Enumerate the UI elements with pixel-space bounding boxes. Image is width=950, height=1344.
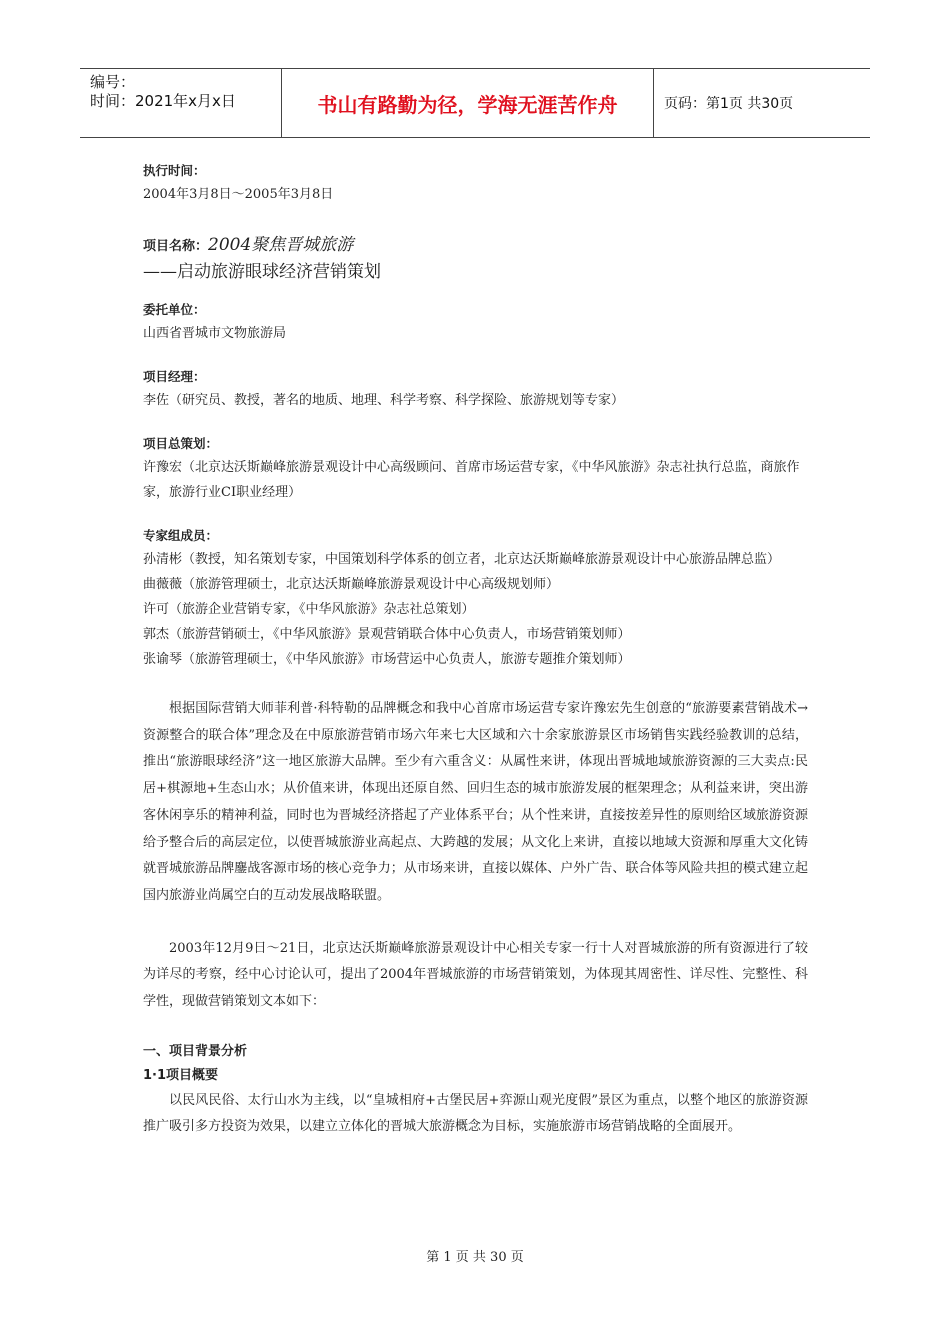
expert-member: 张谕琴（旅游管理硕士，《中华风旅游》市场营运中心负责人，旅游专题推介策划师） — [143, 652, 631, 667]
client-label: 委托单位： — [143, 302, 206, 317]
project-label: 项目名称： — [143, 239, 209, 254]
project-name: 2004聚焦晋城旅游 — [208, 235, 354, 255]
header-page-code: 页码：第1页 共30页 — [664, 96, 794, 112]
time-label: 时间：2021年x月x日 — [90, 92, 236, 110]
expert-member: 曲薇薇（旅游管理硕士，北京达沃斯巅峰旅游景观设计中心高级规划师） — [143, 577, 560, 592]
manager-value: 李佐（研究员、教授，著名的地质、地理、科学考察、科学探险、旅游规划等专家） — [143, 393, 625, 408]
exec-time-value: 2004年3月8日～2005年3月8日 — [143, 187, 334, 202]
header-motto: 书山有路勤为径，学海无涯苦作舟 — [282, 69, 654, 137]
project-title-line — [143, 233, 808, 259]
section-subheading: 1·1项目概要 — [143, 1067, 219, 1083]
client-value: 山西省晋城市文物旅游局 — [143, 326, 287, 341]
page-footer: 第 1 页 共 30 页 — [426, 1250, 524, 1265]
expert-member: 郭杰（旅游营销硕士，《中华风旅游》景观营销联合体中心负责人，市场营销策划师） — [143, 627, 631, 642]
page-header — [80, 68, 870, 138]
intro-paragraph-block — [143, 696, 808, 910]
document-body — [143, 160, 808, 1141]
project-block — [143, 233, 808, 285]
expert-member: 孙清彬（教授，知名策划专家，中国策划科学体系的创立者，北京达沃斯巅峰旅游景观设计中心旅游品牌总监） — [143, 552, 781, 567]
project-subtitle: ——启动旅游眼球经济营销策划 — [143, 262, 381, 282]
survey-paragraph: 2003年12月9日～21日，北京达沃斯巅峰旅游景观设计中心相关专家一行十人对晋城旅游的所有资源进行了较为详尽的考察，经中心讨论认可，提出了2004年晋城旅游的市场营销策划，为体现其周密性、详尽性、完整性、科学性，现做营销策划文本如下： — [143, 940, 808, 1010]
experts-label: 专家组成员： — [143, 528, 219, 543]
intro-paragraph: 根据国际营销大师菲利普·科特勒的品牌概念和我中心首席市场运营专家许豫宏先生创意的“旅游要素营销战术→资源整合的联合体”理念及在中原旅游营销市场六年来七大区域和六十余家旅游景区市场销售实践经验教训的总结，推出“旅游眼球经济”这一地区旅游大品牌。至少有六重含义：从属性来讲，体现出晋城地域旅游资源的三大卖点:民居+棋源地+生态山水；从价值来讲，体现出还原自然、回归生态的城市旅游发展的框架理念；从利益来讲，突出游客休闲享乐的精神利益，同时也为晋城经济搭起了产业体系平台；从个性来讲，直接按差异性的原则给区域旅游资源给予整合后的高层定位，以使晋城旅游业高起点、大跨越的发展；从文化上来讲，直接以地域大资源和厚重大文化铸就晋城旅游品牌鏖战客源市场的核心竞争力；从市场来讲，直接以媒体、户外广告、联合体等风险共担的模式建立起国内旅游业尚属空白的互动发展战略联盟。 — [143, 701, 808, 903]
section-background — [143, 1040, 808, 1141]
client-block — [143, 299, 808, 346]
header-meta — [80, 69, 282, 137]
planner-value: 许豫宏（北京达沃斯巅峰旅游景观设计中心高级顾问、首席市场运营专家，《中华风旅游》杂志社执行总监，商旅作家，旅游行业CI职业经理） — [143, 460, 800, 500]
section-heading: 一、项目背景分析 — [143, 1043, 248, 1059]
section-text: 以民风民俗、太行山水为主线，以“皇城相府+古堡民居+弈源山观光度假”景区为重点，以整个地区的旅游资源推广吸引多方投资为效果，以建立立体化的晋城大旅游概念为目标，实施旅游市场营销战略的全面展开。 — [143, 1092, 808, 1135]
manager-label: 项目经理： — [143, 369, 206, 384]
number-label: 编号： — [90, 73, 136, 91]
expert-member: 许可（旅游企业营销专家，《中华风旅游》杂志社总策划） — [143, 602, 475, 617]
planner-label: 项目总策划： — [143, 436, 219, 451]
survey-paragraph-block — [143, 936, 808, 1016]
exec-time-label: 执行时间： — [143, 163, 206, 178]
manager-block — [143, 366, 808, 413]
experts-block — [143, 525, 808, 672]
exec-time-block — [143, 160, 808, 207]
planner-block — [143, 433, 808, 505]
